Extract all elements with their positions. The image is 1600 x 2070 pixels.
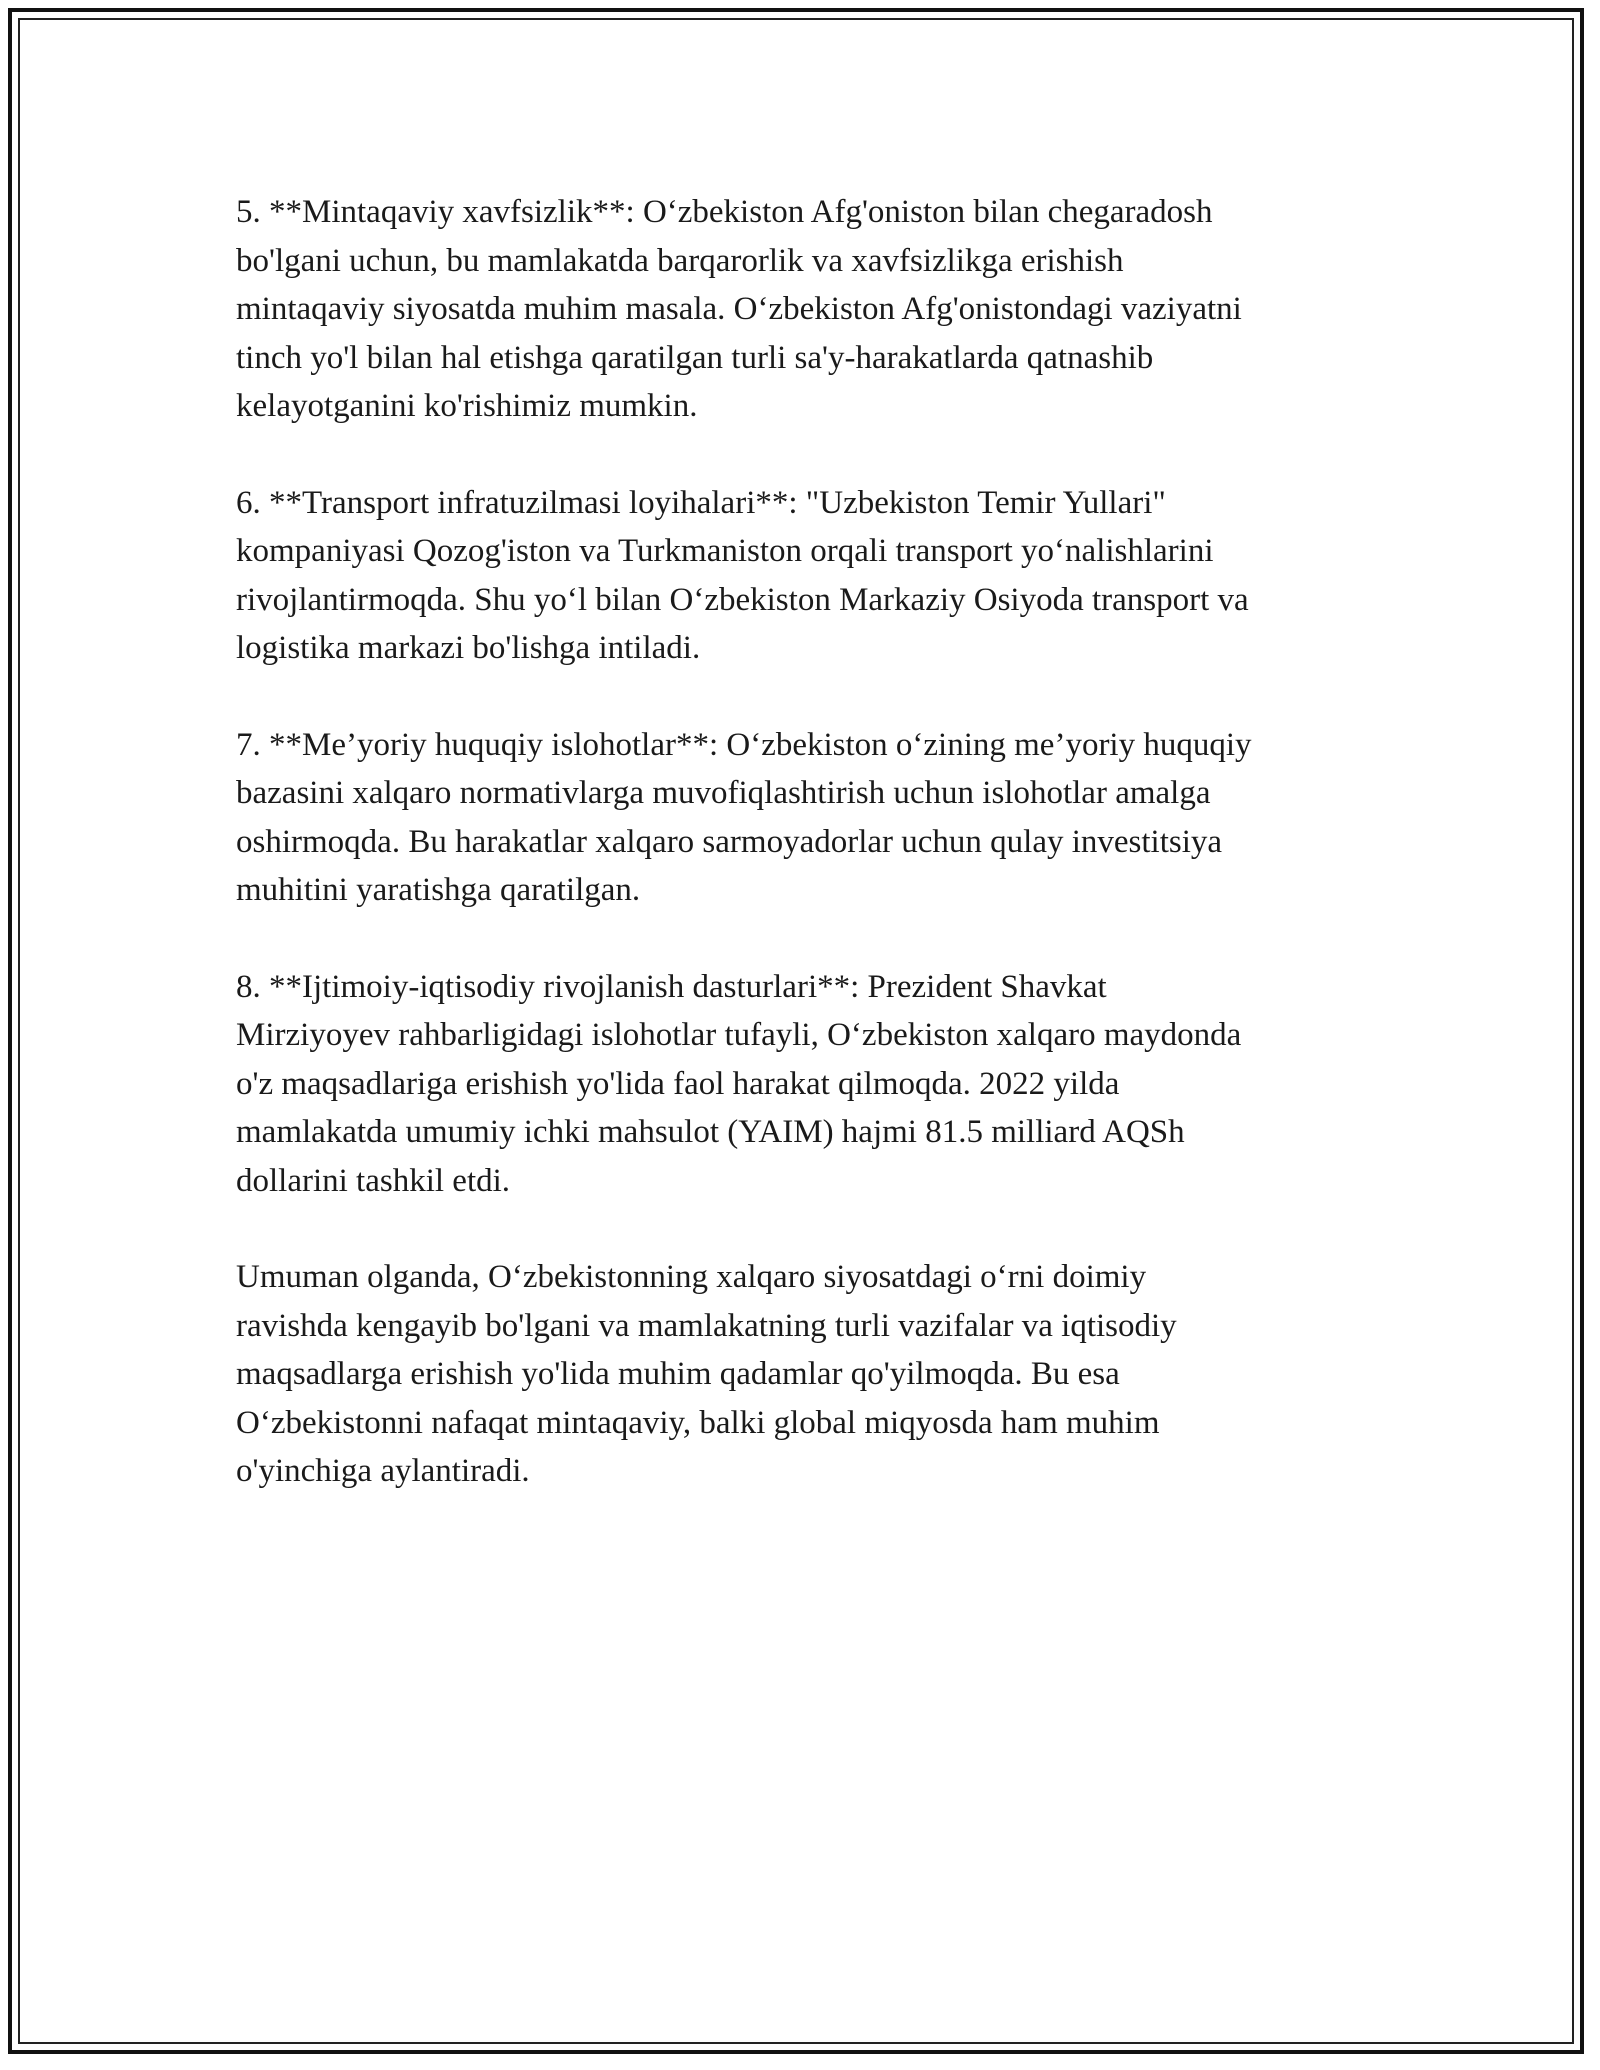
paragraph-transport-infrastructure: 6. **Transport infratuzilmasi loyihalari**: "Uzbekiston Temir Yullari" kompaniyasi Qozog'iston va Turkmaniston orqali transport yo‘nalishlarini rivojlantirmoqda. Shu yo‘l bilan O‘zbekiston Markaziy Osiyoda transport va logistika markazi bo'lishga intiladi.: [236, 484, 1249, 666]
paragraph-socioeconomic-programs: 8. **Ijtimoiy-iqtisodiy rivojlanish dasturlari**: Prezident Shavkat Mirziyoyev rahbarligidagi islohotlar tufayli, O‘zbekiston xalqaro maydonda o'z maqsadlariga erishish yo'lida faol harakat qilmoqda. 2022 yilda mamlakatda umumiy ichki mahsulot (YAIM) hajmi 81.5 milliard AQSh dollarini tashkil etdi.: [236, 968, 1242, 1199]
paragraph-regional-security: 5. **Mintaqaviy xavfsizlik**: O‘zbekiston Afg'oniston bilan chegaradosh bo'lgani uchun, bu mamlakatda barqarorlik va xavfsizlikga erishish mintaqaviy siyosatda muhim masala. O‘zbekiston Afg'onistondagi vaziyatni tinch yo'l bilan hal etishga qaratilgan turli sa'y-harakatlarda qatnashib kelayotganini ko'rishimiz mumkin.: [236, 194, 1242, 424]
paragraph-conclusion: Umuman olganda, O‘zbekistonning xalqaro siyosatdagi o‘rni doimiy ravishda kengayib bo'lgani va mamlakatning turli vazifalar va iqtisodiy maqsadlarga erishish yo'lida muhim qadamlar qo'yilmoqda. Bu esa O‘zbekistonni nafaqat mintaqaviy, balki global miqyosda ham muhim o'yinchiga aylantiradi.: [236, 1259, 1177, 1489]
paragraph-legal-reforms: 7. **Me’yoriy huquqiy islohotlar**: O‘zbekiston o‘zining me’yoriy huquqiy bazasini xalqaro normativlarga muvofiqlashtirish uchun islohotlar amalga oshirmoqda. Bu harakatlar xalqaro sarmoyadorlar uchun qulay investitsiya muhitini yaratishga qaratilgan.: [236, 726, 1252, 908]
document-body: [236, 188, 1386, 1544]
